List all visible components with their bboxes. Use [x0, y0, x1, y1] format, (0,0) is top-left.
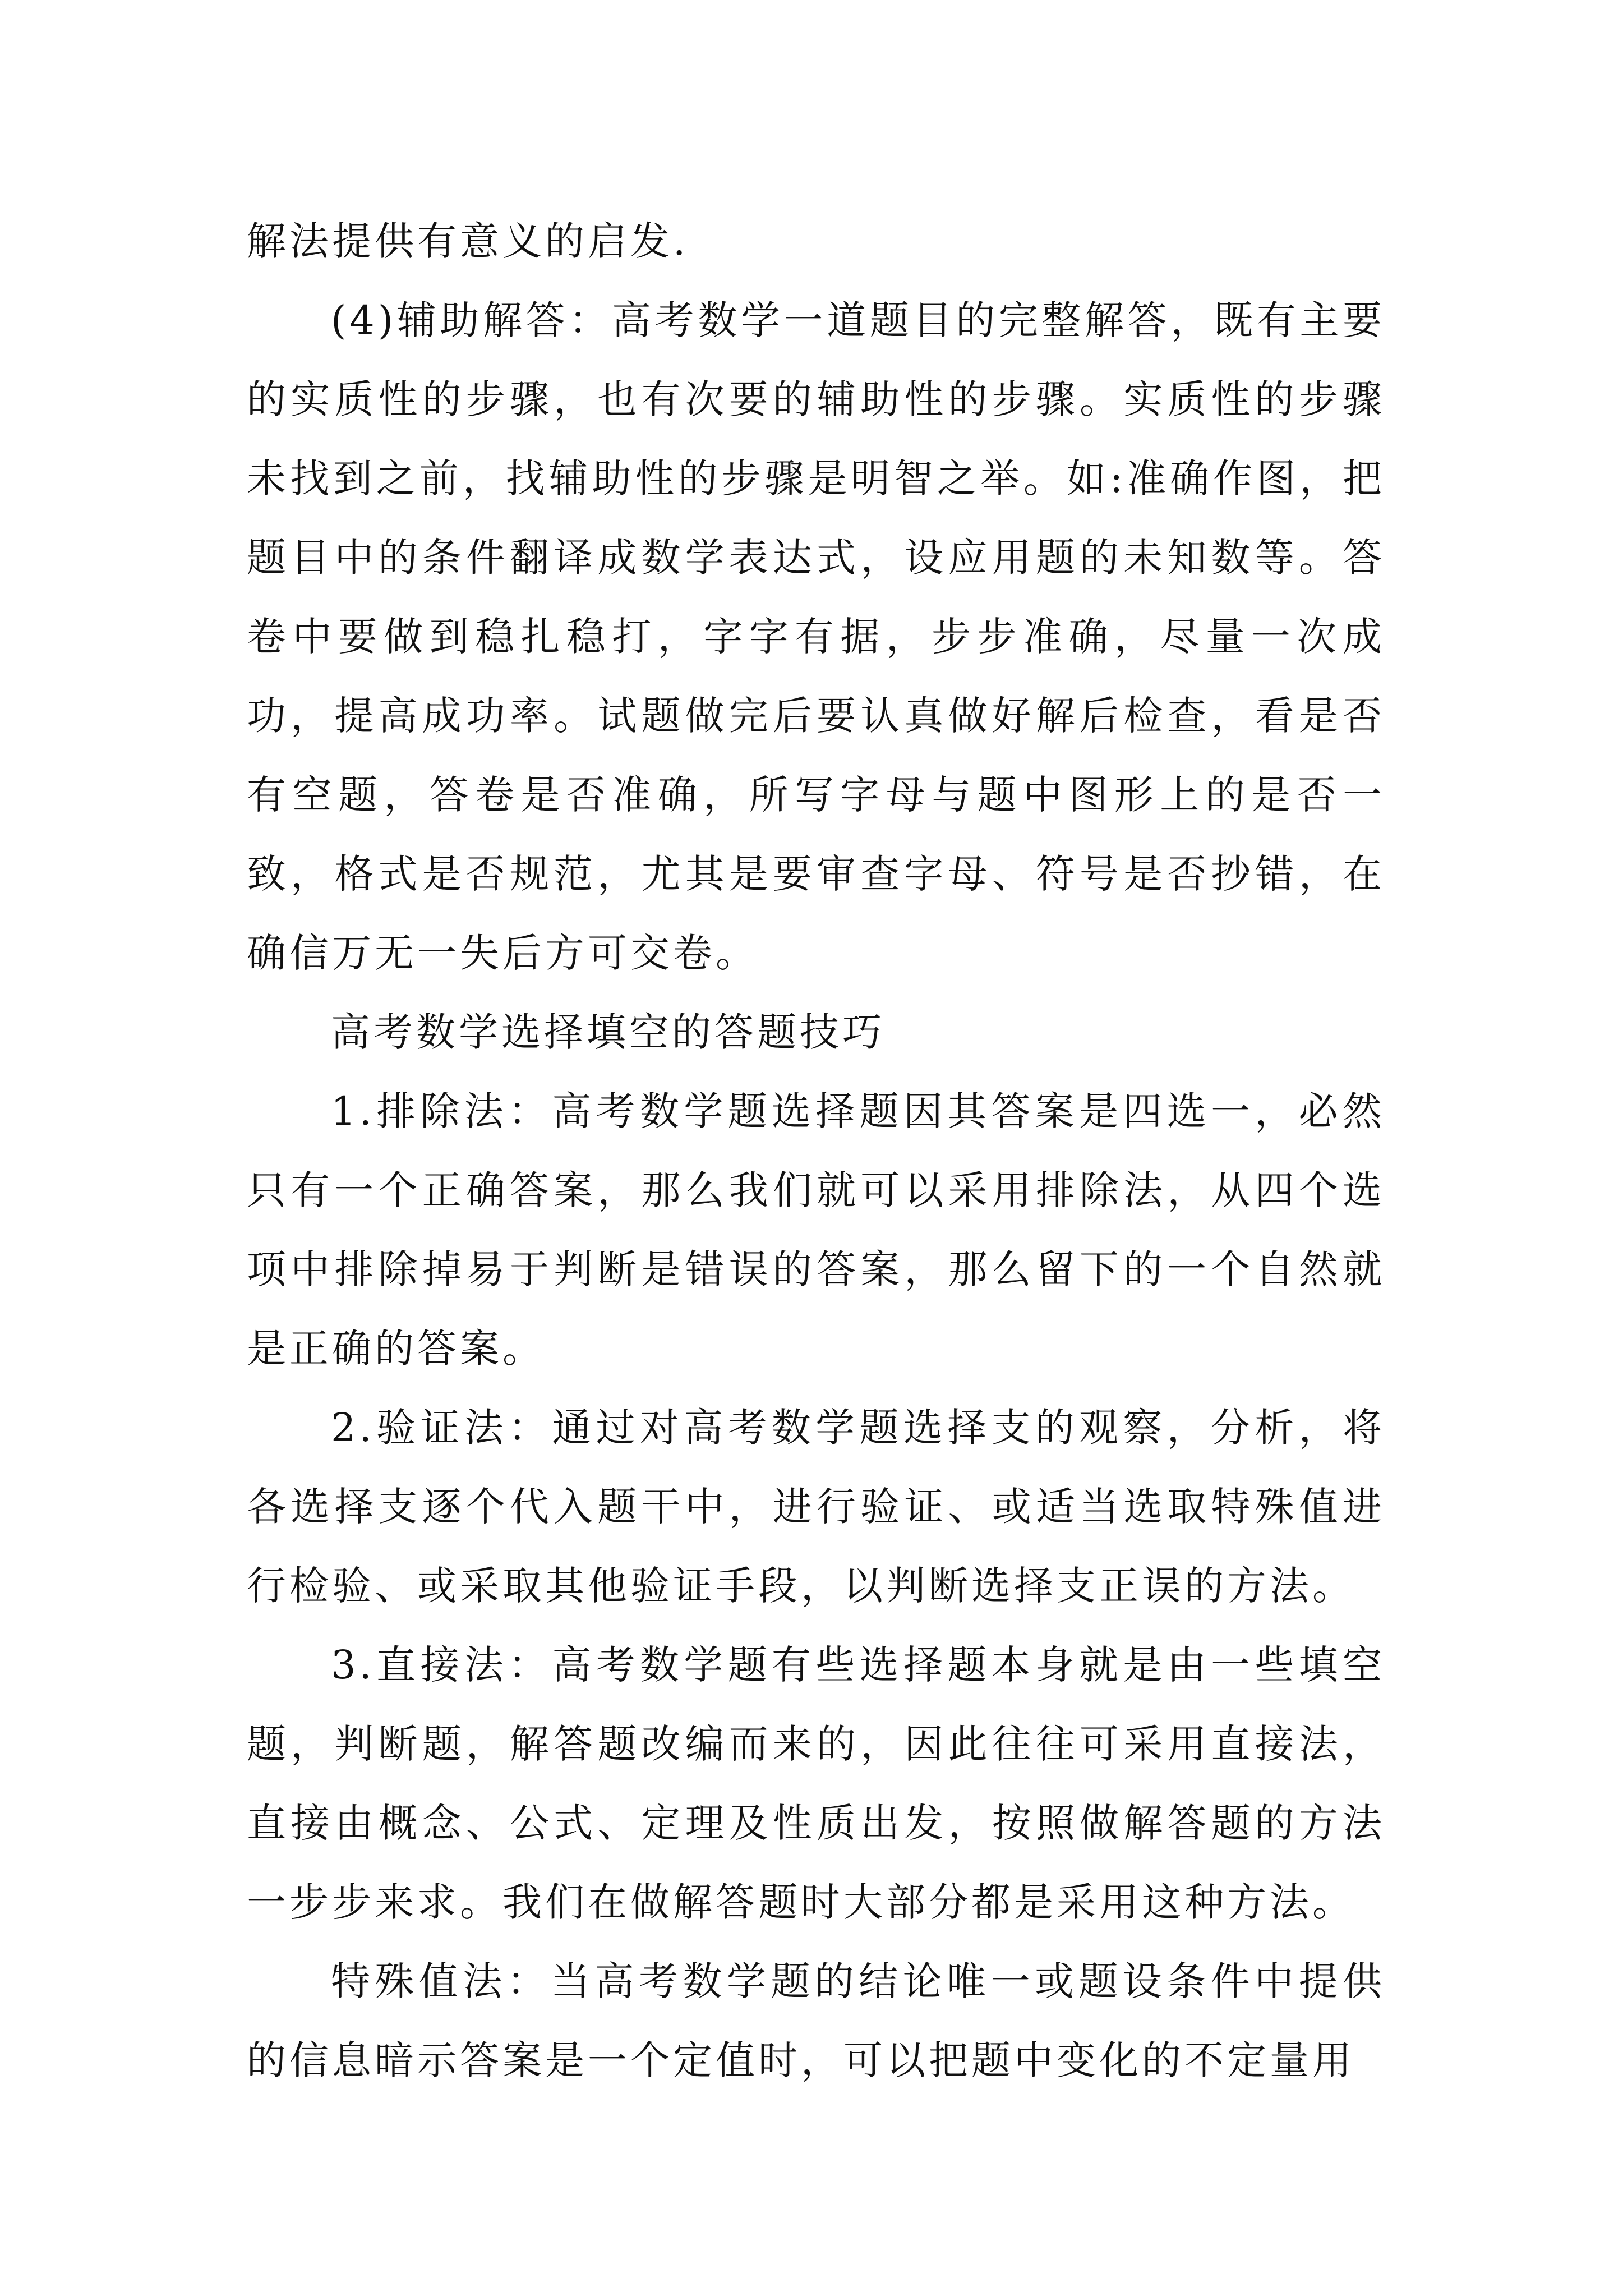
document-body	[247, 202, 1385, 2100]
paragraph-direct-method: 3.直接法：高考数学题有些选择题本身就是由一些填空题，判断题，解答题改编而来的，因此往往可采用直接法，直接由概念、公式、定理及性质出发，按照做解答题的方法一步步来求。我们在做解答题时大部分都是采用这种方法。	[247, 1642, 1385, 1925]
paragraph-auxiliary-answer: (4)辅助解答：高考数学一道题目的完整解答，既有主要的实质性的步骤，也有次要的辅助性的步骤。实质性的步骤未找到之前，找辅助性的步骤是明智之举。如:准确作图，把题目中的条件翻译成数学表达式，设应用题的未知数等。答卷中要做到稳扎稳打，字字有据，步步准确，尽量一次成功，提高成功率。试题做完后要认真做好解后检查，看是否有空题，答卷是否准确，所写字母与题中图形上的是否一致，格式是否规范，尤其是要审查字母、符号是否抄错，在确信万无一失后方可交卷。	[247, 297, 1385, 976]
paragraph-verification-method: 2.验证法：通过对高考数学题选择支的观察，分析，将各选择支逐个代入题干中，进行验证、或适当选取特殊值进行检验、或采取其他验证手段，以判断选择支正误的方法。	[247, 1405, 1385, 1609]
paragraph-continuation: 解法提供有意义的启发.	[247, 218, 689, 264]
section-heading: 高考数学选择填空的答题技巧	[331, 1009, 885, 1055]
paragraph-elimination-method: 1.排除法：高考数学题选择题因其答案是四选一，必然只有一个正确答案，那么我们就可以采用排除法，从四个选项中排除掉易于判断是错误的答案，那么留下的一个自然就是正确的答案。	[247, 1088, 1385, 1372]
paragraph-special-value-method: 特殊值法：当高考数学题的结论唯一或题设条件中提供的信息暗示答案是一个定值时，可以把题中变化的不定量用	[247, 1958, 1385, 2083]
